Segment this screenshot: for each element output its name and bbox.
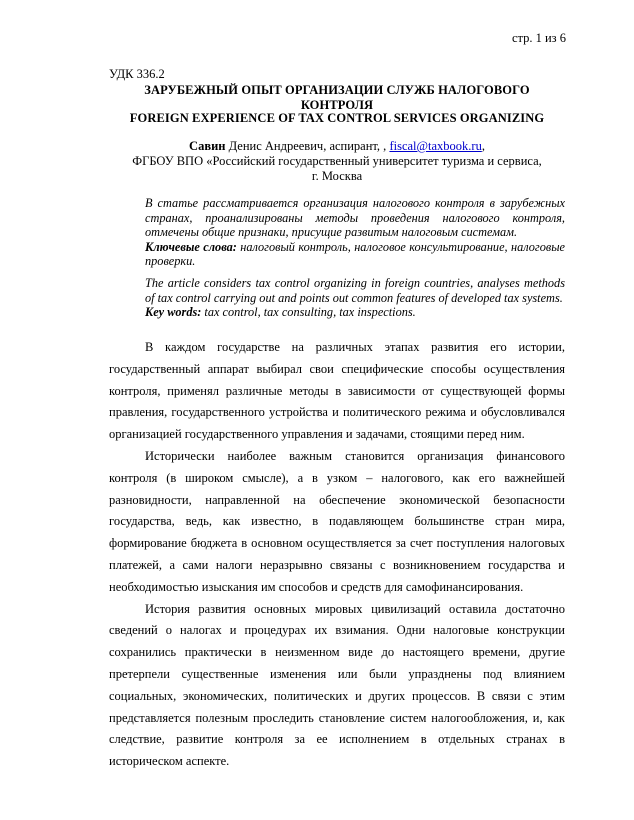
author-email-link[interactable]: fiscal@taxbook.ru [389,139,482,153]
author-city: г. Москва [311,169,363,183]
keywords-ru-text: налоговый контроль, налоговое консультирование, налоговые проверки. [145,239,565,268]
author-line [109,139,565,154]
body-paragraph: В каждом государстве на различных этапах развития его истории, государственный аппарат выбирал свои специфические способы осуществления контроля, применял различные методы в зависимости от существующей формы правления, государственного устройства и политического режима и обусловливался организацией государственного управления и задачами, стоящими перед ним. [109,340,565,442]
page-number: стр. 1 из 6 [511,31,566,45]
author-block [109,139,565,184]
author-affiliation: ФГБОУ ВПО «Российский государственный университет туризма и сервиса, [132,154,542,168]
abstract-english [109,276,565,320]
abstract-ru-text: В статье рассматривается организация налогового контроля в зарубежных странах, проанализированы методы проведения налогового контроля, отмечены общие признаки, присущие развитым налоговым системам. [145,196,565,239]
udc-code: УДК 336.2 [109,67,165,81]
title-russian: ЗАРУБЕЖНЫЙ ОПЫТ ОРГАНИЗАЦИИ СЛУЖБ НАЛОГОВОГО КОНТРОЛЯ [144,83,530,112]
keywords-ru-label: Ключевые слова: [145,239,237,254]
keywords-en-text: tax control, tax consulting, tax inspections. [201,305,416,319]
body-paragraph: История развития основных мировых цивилизаций оставила достаточно сведений о налогах и процедурах их взимания. Одни налоговые конструкции сохранились практически в неизменном виде до настоящего времени, другие претерпели существенные изменения или были упразднены под влиянием социальных, экономических, политических и других процессов. В связи с этим представляется полезным проследить становление систем налогообложения, и, как следствие, развитие контроля за ее исполнением в отдельных странах в историческом аспекте. [109,601,565,769]
keywords-en [109,305,565,320]
abstract-en-text: The article considers tax control organizing in foreign countries, analyses methods of tax control carrying out and points out common features of developed tax systems. [145,276,565,305]
body-paragraph: Исторически наиболее важным становится организация финансового контроля (в широком смысле), а в узком – налогового, как его важнейшей разновидности, направленной на обеспечение экономической безопасности государства, ведь, как известно, в подавляющем большинстве стран мира, формирование бюджета в основном осуществляется за счет поступления налоговых платежей, а сами налоги неразрывно связаны с возникновением государства и необходимостью изыскания им способов и средств для самофинансирования. [109,448,565,594]
keywords-en-label: Key words: [145,305,202,319]
author-email-suffix: , [481,139,485,153]
title-english: FOREIGN EXPERIENCE OF TAX CONTROL SERVICES ORGANIZING [129,111,545,125]
author-surname: Савин [189,139,226,153]
keywords-ru [109,240,565,269]
abstract-russian [109,196,565,269]
body-text [109,337,565,773]
author-details: Денис Андреевич, аспирант, , [225,139,390,153]
